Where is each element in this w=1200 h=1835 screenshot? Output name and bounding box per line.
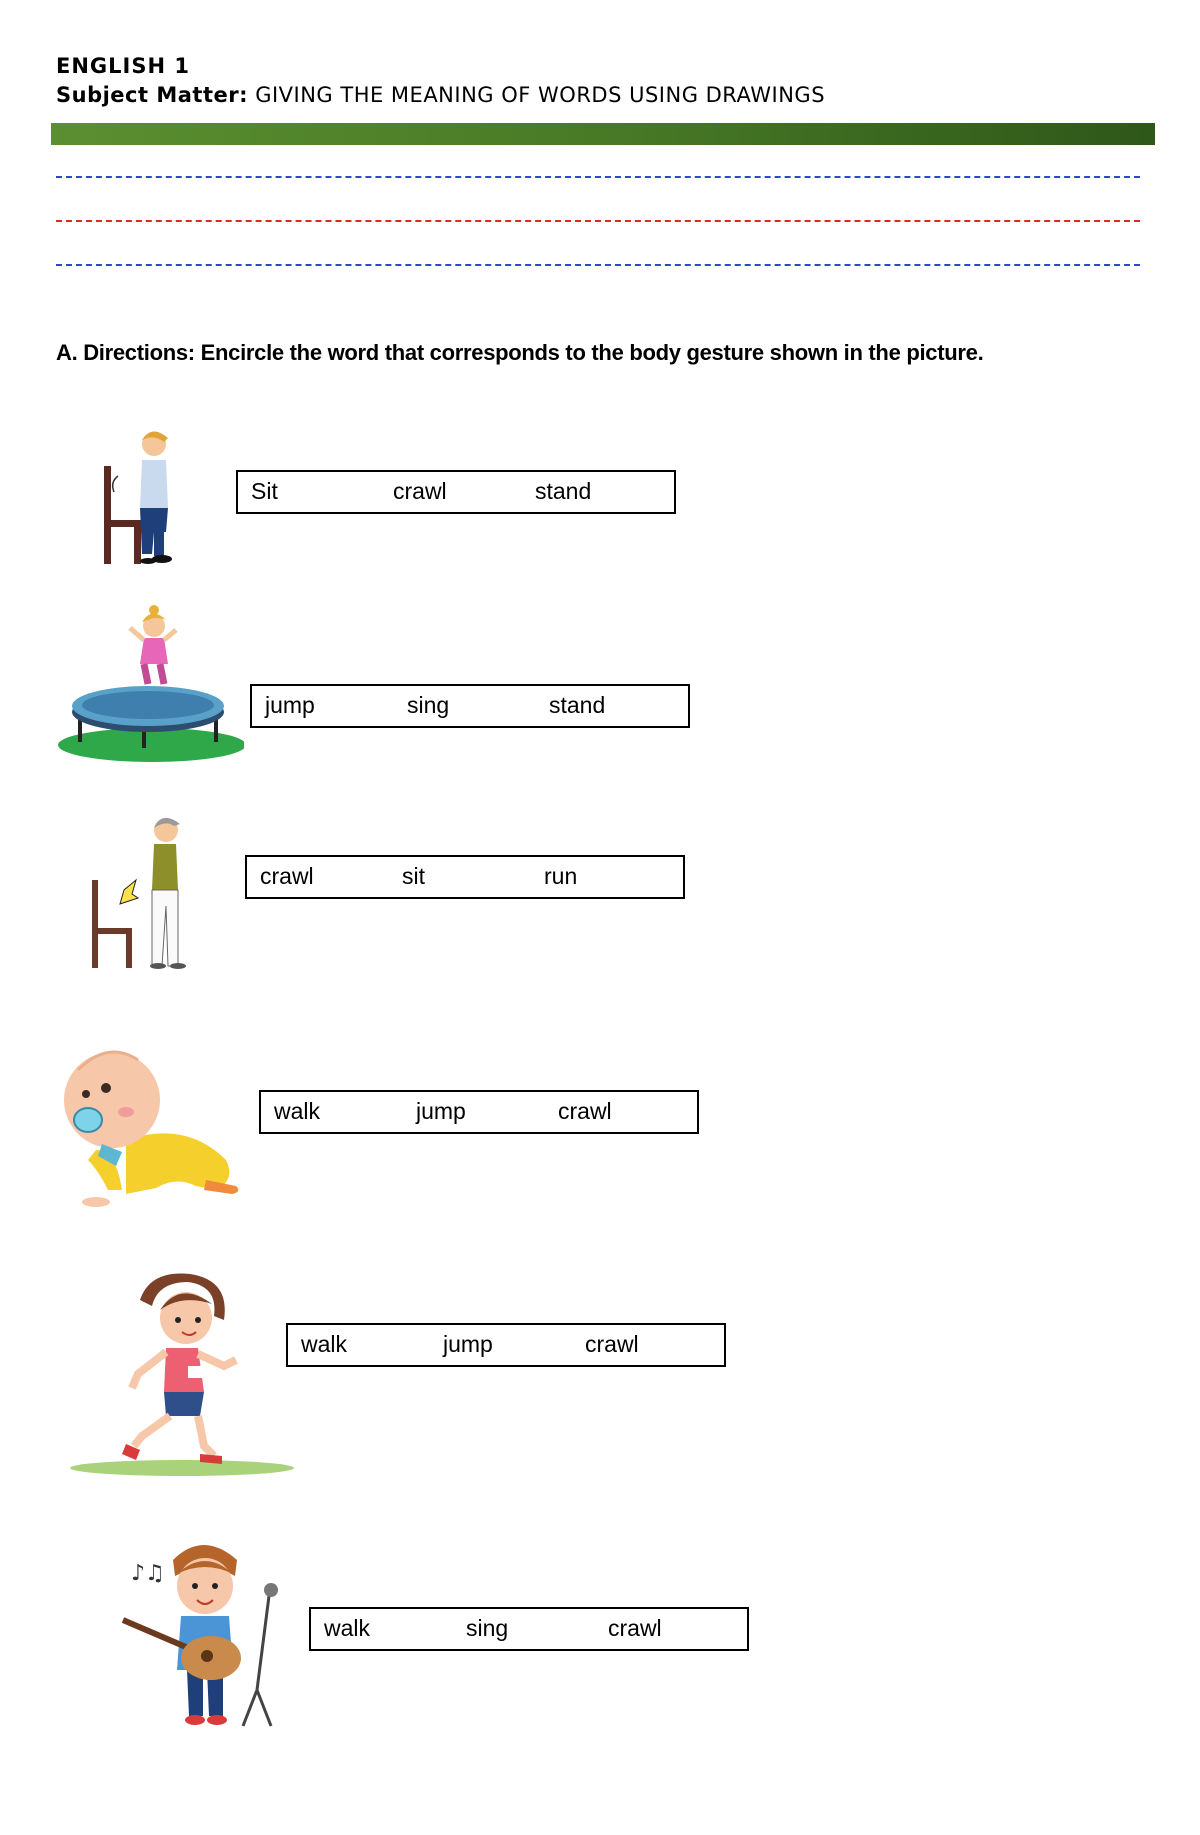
subject-text: GIVING THE MEANING OF WORDS USING DRAWINGS [255,83,826,107]
word-option[interactable]: Sit [251,478,278,504]
worksheet-header [56,52,825,110]
word-option[interactable]: sing [466,1615,509,1641]
word-option[interactable]: walk [274,1098,321,1124]
girl-running-picture [70,1270,300,1480]
red-dashed-line [56,220,1140,222]
word-option[interactable]: crawl [260,863,314,889]
word-option[interactable]: jump [443,1331,493,1357]
standing-up-picture [90,810,210,970]
word-choice-box [309,1607,749,1651]
word-option[interactable]: run [544,863,578,889]
word-option[interactable]: crawl [393,478,447,504]
boy-singing-picture [115,1540,285,1730]
child-sitting-picture [96,424,186,564]
word-option[interactable]: crawl [585,1331,639,1357]
baby-crawling-picture [56,1040,246,1210]
word-option[interactable]: walk [301,1331,348,1357]
word-option[interactable]: stand [549,692,606,718]
subject-label: Subject Matter: [56,83,248,107]
word-option[interactable]: sing [407,692,450,718]
word-option[interactable]: crawl [608,1615,662,1641]
blue-dashed-line-bottom [56,264,1140,266]
trampoline-picture [54,600,244,765]
word-option[interactable]: jump [416,1098,466,1124]
word-option[interactable]: sit [402,863,425,889]
word-choice-box [250,684,690,728]
word-option[interactable]: walk [324,1615,371,1641]
word-choice-box [259,1090,699,1134]
directions-text: A. Directions: Encircle the word that corresponds to the body gesture shown in the picture. [56,340,984,365]
svg-text:♪♫: ♪♫ [131,1561,165,1586]
word-option[interactable]: stand [535,478,592,504]
word-option[interactable]: jump [265,692,315,718]
word-option[interactable]: crawl [558,1098,612,1124]
course-title: ENGLISH 1 [56,54,190,78]
word-choice-box [245,855,685,899]
blue-dashed-line-top [56,176,1140,178]
word-choice-box [236,470,676,514]
green-header-band [51,123,1155,145]
subject-matter [56,81,825,110]
word-choice-box [286,1323,726,1367]
